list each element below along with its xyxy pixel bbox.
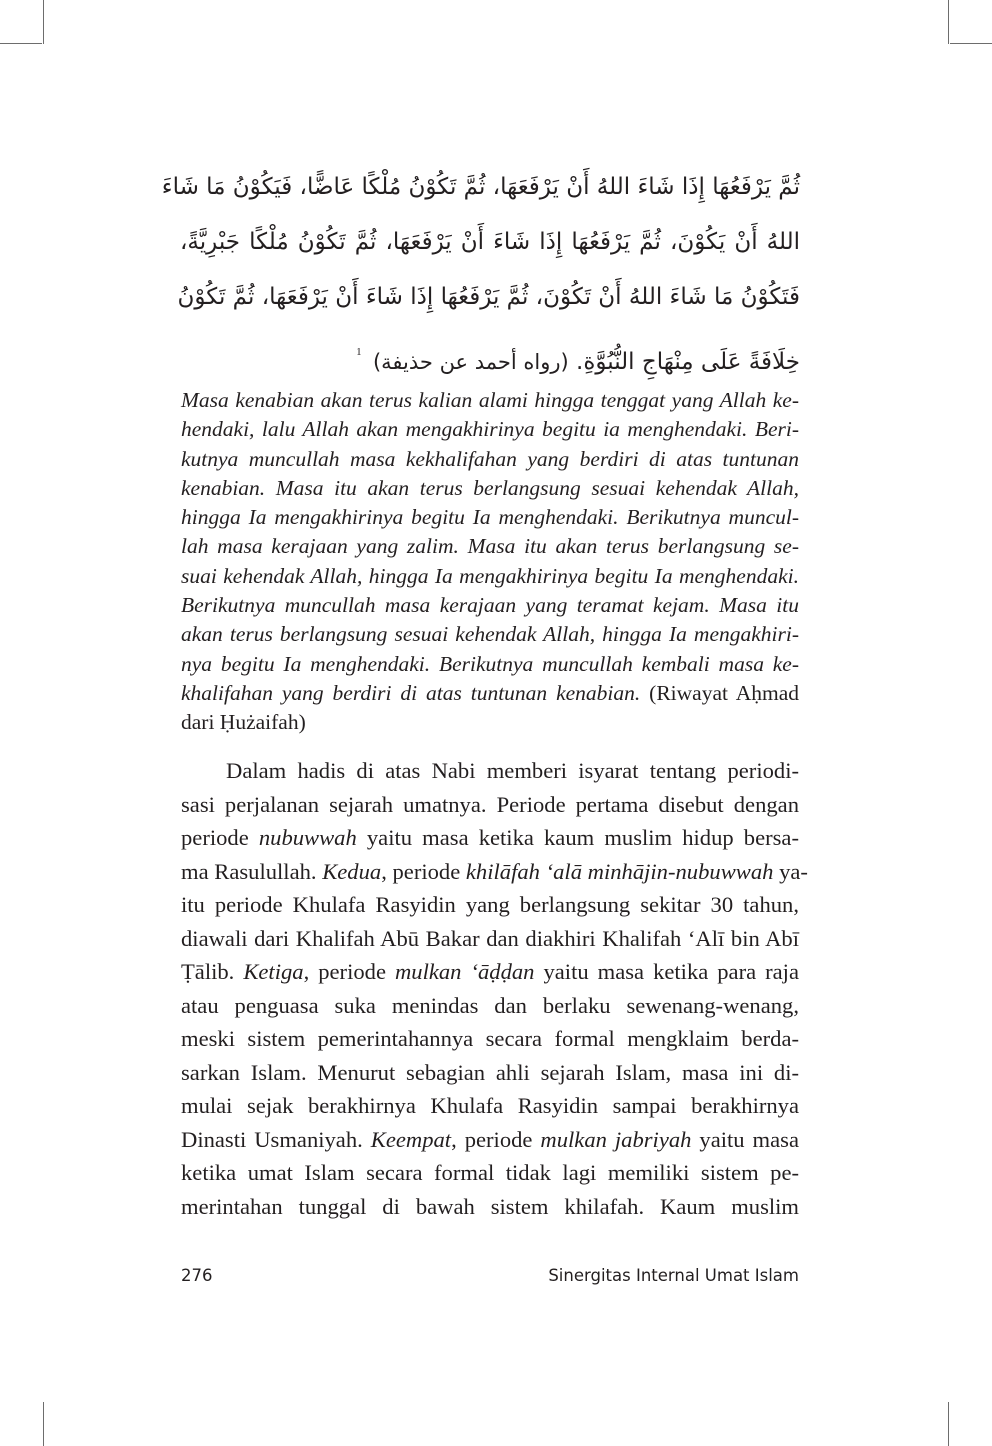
body-line: mulai sejak berakhirnya Khulafa Rasyidin sampai berakhirnya [181, 1093, 799, 1118]
crop-mark-bottom-right-vertical [948, 1402, 949, 1446]
text-run: , periode [303, 959, 395, 984]
body-paragraph [181, 754, 808, 1223]
term-nubuwwah: nubuwwah [258, 825, 357, 850]
crop-mark-top-right-vertical [948, 0, 949, 44]
text-run: yaitu masa ketika kaum muslim hidup bersa- [356, 825, 799, 850]
translation-line [181, 708, 799, 737]
translation-line: Berikutnya muncullah masa kerajaan yang teramat kejam. Masa itu [181, 593, 799, 618]
body-line: ketika umat Islam secara formal tidak lagi memiliki sistem pe- [181, 1160, 799, 1185]
crop-mark-bottom-left-vertical [43, 1402, 44, 1446]
term-mulkan-addan: mulkan ‘āḍḍan [394, 959, 535, 984]
page-number: 276 [181, 1266, 213, 1285]
hadith-source-citation-cont: dari Ḥużaifah) [181, 710, 306, 735]
body-line: itu periode Khulafa Rasyidin yang berlangsung sekitar 30 tahun, [181, 892, 799, 917]
footnote-marker: 1 [356, 346, 362, 358]
translation-line: Masa kenabian akan terus kalian alami hingga tenggat yang Allah ke- [181, 388, 799, 412]
term-keempat: Keempat [370, 1126, 452, 1152]
body-line: sarkan Islam. Menurut sebagian ahli sejarah Islam, masa ini di- [181, 1059, 799, 1085]
hadith-source-citation: (Riwayat Aḥmad [640, 680, 799, 705]
running-title: Sinergitas Internal Umat Islam [548, 1266, 799, 1285]
arabic-line-3: فَتَكُوْنُ مَا شَاءَ اللهُ أَنْ تَكُوْنَ، ثُمَّ يَرْفَعُهَا إِذَا شَاءَ أَنْ يَرْفَعَهَا، ثُمَّ تَكُوْنُ [177, 284, 800, 310]
term-mulkan-jabriyah: mulkan jabriyah [540, 1126, 692, 1152]
translation-line: lah masa kerajaan yang zalim. Masa itu akan terus berlangsung se- [181, 534, 799, 559]
translation-line-11-italic: khalifahan yang berdiri di atas tuntunan kenabian. [181, 680, 641, 705]
crop-mark-top-left-vertical [43, 0, 44, 44]
translation-line: kutnya muncullah masa kekhalifahan yang berdiri di atas tuntunan [181, 446, 799, 471]
text-run: ma Rasulullah. [181, 858, 323, 884]
text-run: , periode [381, 858, 466, 884]
term-kedua: Kedua [322, 858, 382, 884]
translation-line: akan terus berlangsung sesuai kehendak Allah, hingga Ia mengakhiri- [181, 622, 799, 647]
crop-mark-top-right-horizontal [950, 43, 992, 44]
body-line: merintahan tunggal di bawah sistem khilafah. Kaum muslim [181, 1193, 799, 1219]
page-footer [181, 1266, 799, 1285]
translation-line: nya begitu Ia menghendaki. Berikutnya muncullah kembali masa ke- [181, 651, 799, 676]
text-run: , periode [451, 1126, 541, 1152]
text-run: Dinasti Usmaniyah. [181, 1126, 371, 1152]
arabic-hadith-reference: (رواه أحمد عن حذيفة) [372, 350, 569, 374]
translation-line: kenabian. Masa itu akan terus berlangsung sesuai kehendak Allah, [181, 475, 799, 500]
text-run: periode [181, 825, 259, 850]
body-line [181, 1123, 799, 1157]
arabic-line-2: اللهُ أَنْ يَكُوْنَ، ثُمَّ يَرْفَعُهَا إِذَا شَاءَ أَنْ يَرْفَعَهَا، ثُمَّ تَكُوْنُ مُلْكًا جَبْرِيَّةً، [180, 229, 800, 255]
text-run: yaitu masa [691, 1126, 799, 1152]
arabic-line-4-text: خِلَافَةً عَلَى مِنْهَاجِ النُّبُوَّةِ. [576, 349, 800, 375]
text-run: yaitu masa ketika para raja [534, 959, 799, 984]
body-line: diawali dari Khalifah Abū Bakar dan diakhiri Khalifah ‘Alī bin Abī [181, 925, 799, 951]
arabic-line-4 [180, 325, 800, 380]
body-line: sasi perjalanan sejarah umatnya. Periode pertama disebut dengan [181, 791, 799, 817]
term-ketiga: Ketiga [243, 959, 304, 984]
body-line: atau penguasa suka menindas dan berlaku sewenang-wenang, [181, 992, 799, 1018]
text-run: Ṭālib. [181, 959, 244, 984]
term-khilafah: khilāfah ‘alā minhājin-nubuwwah [465, 858, 774, 884]
text-run: ya- [773, 858, 808, 884]
hadith-translation [181, 386, 799, 738]
translation-line: suai kehendak Allah, hingga Ia mengakhirinya begitu Ia menghendaki. [181, 563, 799, 588]
crop-mark-top-left-horizontal [0, 43, 42, 44]
body-line: Dalam hadis di atas Nabi memberi isyarat tentang periodi- [226, 758, 799, 783]
translation-line [181, 679, 799, 708]
arabic-hadith-block [161, 160, 800, 380]
body-line [181, 955, 799, 989]
translation-line: hendaki, lalu Allah akan mengakhirinya begitu ia menghendaki. Beri- [181, 417, 799, 442]
translation-line: hingga Ia mengakhirinya begitu Ia menghendaki. Berikutnya muncul- [181, 505, 799, 530]
body-line: meski sistem pemerintahannya secara formal mengklaim berda- [181, 1026, 799, 1051]
arabic-line-1: ثُمَّ يَرْفَعُهَا إِذَا شَاءَ اللهُ أَنْ يَرْفَعَهَا، ثُمَّ تَكُوْنُ مُلْكًا عَاضًّا، فَيَكُوْنُ مَا شَاءَ [161, 174, 800, 200]
body-line [181, 821, 799, 855]
body-line [181, 855, 808, 889]
